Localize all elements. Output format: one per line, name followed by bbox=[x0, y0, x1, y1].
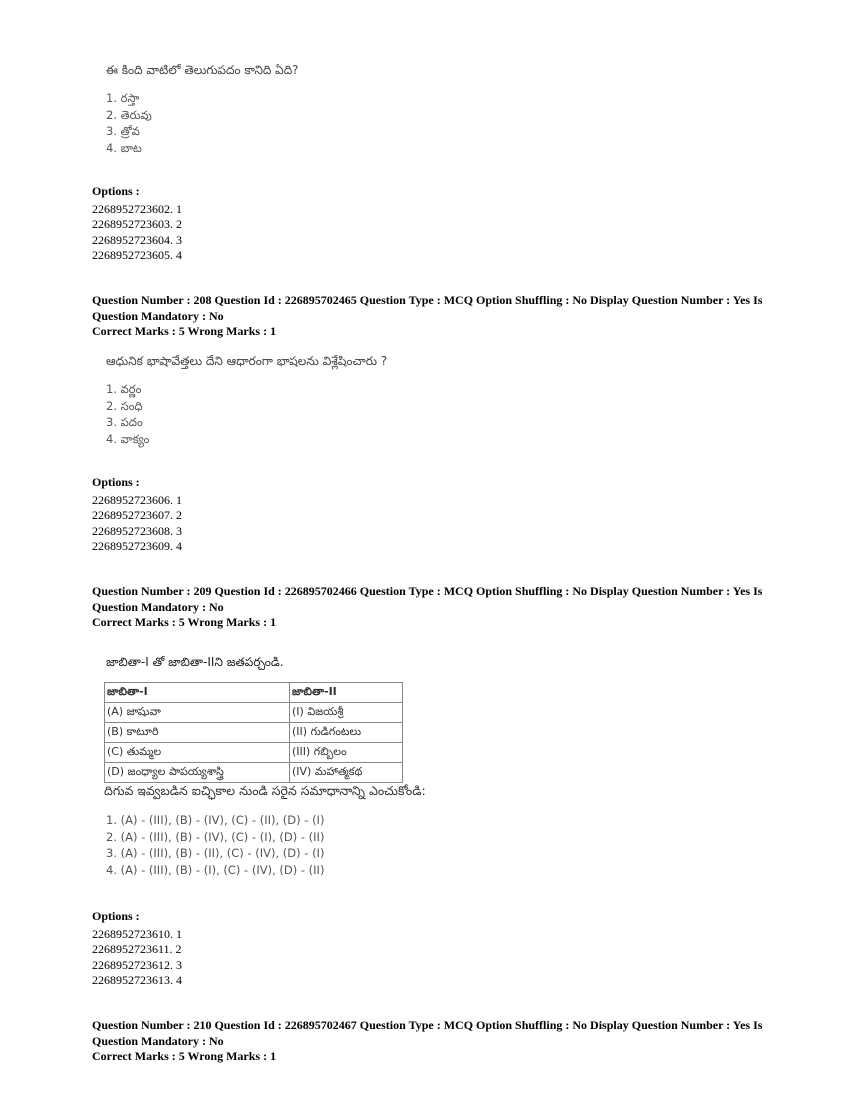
question-mandatory: Question Mandatory : No bbox=[92, 1033, 224, 1048]
question-marks: Correct Marks : 5 Wrong Marks : 1 bbox=[92, 615, 277, 629]
table-cell: (III) గబ్బిలం bbox=[290, 743, 403, 763]
question-209-header bbox=[92, 584, 772, 631]
question-meta: Question Number : 210 Question Id : 226895702467 Question Type : MCQ Option Shuffling : No Display Question Number : Yes Is bbox=[92, 1018, 763, 1032]
option: 2268952723607. 2 bbox=[92, 508, 182, 522]
question-208-header bbox=[92, 293, 772, 340]
table-cell: (IV) మహాత్మకథ bbox=[290, 763, 403, 783]
table-cell: (II) గుడిగంటలు bbox=[290, 723, 403, 743]
choice-list bbox=[106, 90, 772, 156]
question-marks: Correct Marks : 5 Wrong Marks : 1 bbox=[92, 324, 277, 338]
question-text: ఈ కింది వాటిలో తెలుగుపదం కానిది ఏది? bbox=[106, 63, 299, 77]
question-intro: జాబితా-I తో జాబితా-IIని జతపర్చండి. bbox=[106, 655, 284, 669]
question-meta: Question Number : 208 Question Id : 226895702465 Question Type : MCQ Option Shuffling : No Display Question Number : Yes Is bbox=[92, 293, 763, 307]
table-header: జాబితా-I bbox=[105, 683, 290, 703]
choice: 3. పదం bbox=[106, 415, 143, 429]
choice: 4. బాట bbox=[106, 140, 142, 155]
choice-list bbox=[106, 381, 772, 447]
choice: 2. సంధి bbox=[106, 398, 143, 413]
question-207 bbox=[92, 63, 772, 156]
choice: 3. త్రోవ bbox=[106, 124, 140, 138]
table-cell: (A) జాషువా bbox=[105, 703, 290, 723]
option: 2268952723604. 3 bbox=[92, 232, 182, 247]
table-row bbox=[105, 763, 403, 783]
table-cell: (I) విజయశ్రీ bbox=[290, 703, 403, 723]
options-label: Options : bbox=[92, 184, 140, 198]
option: 2268952723608. 3 bbox=[92, 523, 182, 538]
choice: 3. (A) - (III), (B) - (II), (C) - (IV), (D) - (I) bbox=[106, 846, 325, 860]
question-209 bbox=[92, 655, 772, 878]
table-header: జాబితా-II bbox=[290, 683, 403, 703]
table-row bbox=[105, 743, 403, 763]
choice: 4. వాక్యం bbox=[106, 431, 150, 446]
matching-table bbox=[104, 682, 403, 783]
table-cell: (B) కాటూరి bbox=[105, 723, 290, 743]
question-meta: Question Number : 209 Question Id : 226895702466 Question Type : MCQ Option Shuffling : No Display Question Number : Yes Is bbox=[92, 584, 763, 598]
choice: 2. (A) - (III), (B) - (IV), (C) - (I), (D) - (II) bbox=[106, 829, 325, 844]
question-text: ఆధునిక భాషావేత్తలు దేని ఆధారంగా భాషలను విశ్లేషించారు ? bbox=[106, 354, 388, 368]
option: 2268952723610. 1 bbox=[92, 926, 182, 941]
table-cell: (C) తుమ్మల bbox=[105, 743, 290, 763]
table-row bbox=[105, 723, 403, 743]
question-marks: Correct Marks : 5 Wrong Marks : 1 bbox=[92, 1049, 277, 1063]
table-cell: (D) జంధ్యాల పాపయ్యశాస్త్రి bbox=[105, 763, 290, 783]
question-instruction: దిగువ ఇవ్వబడిన ఐచ్ఛికాల నుండి సరైన సమాధానాన్ని ఎంచుకోండి: bbox=[104, 783, 426, 798]
option: 2268952723602. 1 bbox=[92, 201, 182, 216]
option: 2268952723609. 4 bbox=[92, 539, 182, 553]
option: 2268952723612. 3 bbox=[92, 957, 182, 972]
choice: 2. తెరువు bbox=[106, 107, 152, 122]
question-210-header bbox=[92, 1018, 772, 1065]
option: 2268952723605. 4 bbox=[92, 248, 182, 262]
choice: 1. రస్తా bbox=[106, 91, 140, 105]
options-label: Options : bbox=[92, 909, 140, 923]
choice: 1. (A) - (III), (B) - (IV), (C) - (II), (D) - (I) bbox=[106, 813, 325, 827]
options-209 bbox=[92, 909, 772, 989]
options-label: Options : bbox=[92, 475, 140, 489]
option: 2268952723603. 2 bbox=[92, 217, 182, 231]
option: 2268952723611. 2 bbox=[92, 942, 182, 956]
options-208 bbox=[92, 475, 772, 555]
question-mandatory: Question Mandatory : No bbox=[92, 599, 224, 614]
question-mandatory: Question Mandatory : No bbox=[92, 308, 224, 323]
options-207 bbox=[92, 184, 772, 264]
table-row bbox=[105, 703, 403, 723]
option: 2268952723606. 1 bbox=[92, 492, 182, 507]
option: 2268952723613. 4 bbox=[92, 973, 182, 987]
question-208 bbox=[92, 354, 772, 447]
choice: 1. వర్ణం bbox=[106, 382, 142, 396]
choice-list bbox=[106, 812, 772, 878]
choice: 4. (A) - (III), (B) - (I), (C) - (IV), (D) - (II) bbox=[106, 862, 325, 877]
